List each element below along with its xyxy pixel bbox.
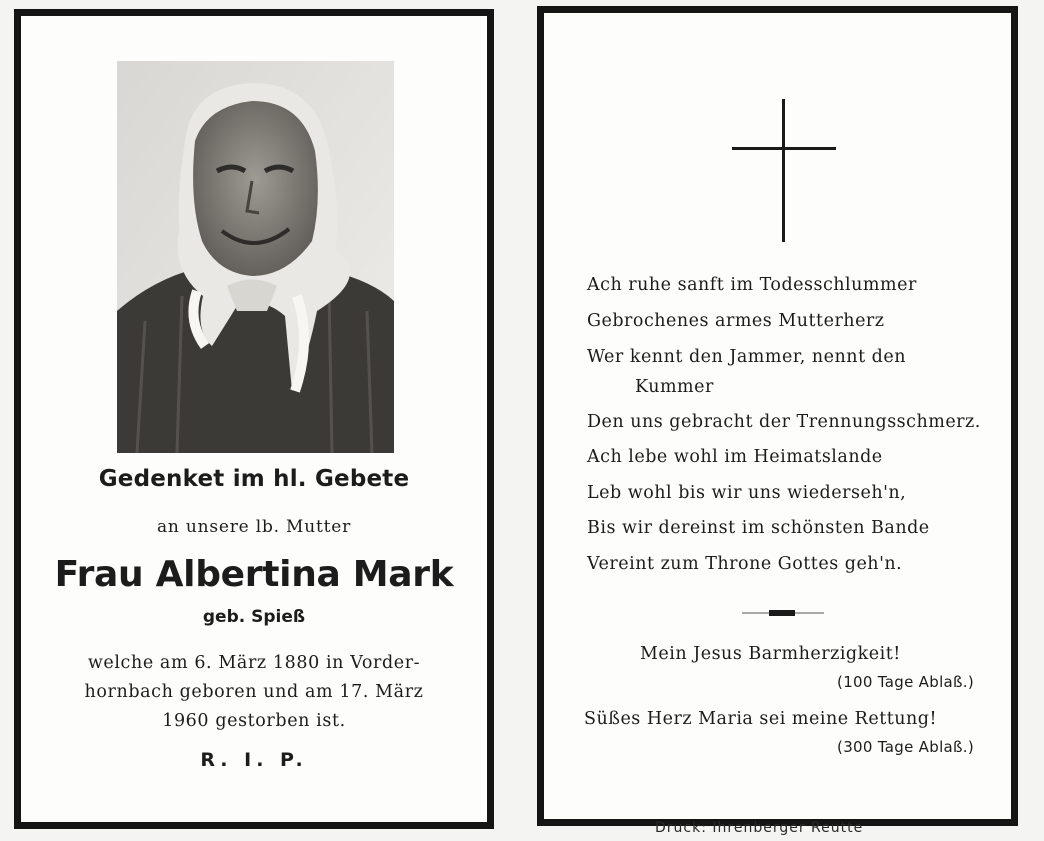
portrait-image xyxy=(117,61,394,453)
poem-line: Den uns gebracht der Trennungsschmerz. xyxy=(587,412,981,432)
rip-text: R. I. P. xyxy=(200,749,308,771)
poem-line: Wer kennt den Jammer, nennt den xyxy=(587,347,906,367)
deceased-name: Frau Albertina Mark xyxy=(54,554,454,595)
printer-imprint: Druck: Ihrenberger Reutte xyxy=(655,820,864,836)
subheading: an unsere lb. Mutter xyxy=(156,517,352,537)
prayer-text: Süßes Herz Maria sei meine Rettung! xyxy=(584,709,938,729)
bio-line: welche am 6. März 1880 in Vorder- xyxy=(87,653,421,673)
indulgence-note: (100 Tage Ablaß.) xyxy=(837,673,974,691)
indulgence-note: (300 Tage Ablaß.) xyxy=(837,738,974,756)
poem-line: Ach ruhe sanft im Todesschlummer xyxy=(587,275,917,295)
poem-line: Gebrochenes armes Mutterherz xyxy=(587,311,885,331)
poem-line: Vereint zum Throne Gottes geh'n. xyxy=(587,554,903,574)
poem-line: Bis wir dereinst im schönsten Bande xyxy=(587,518,930,538)
memorial-card-back xyxy=(537,6,1018,826)
poem-line: Kummer xyxy=(635,377,714,397)
heading: Gedenket im hl. Gebete xyxy=(98,466,410,492)
divider-ornament xyxy=(742,609,824,617)
bio-line: hornbach geboren und am 17. März xyxy=(84,682,424,702)
bio-line: 1960 gestorben ist. xyxy=(162,711,346,731)
prayer-text: Mein Jesus Barmherzigkeit! xyxy=(640,644,901,664)
memorial-card-front xyxy=(14,9,494,829)
maiden-name: geb. Spieß xyxy=(202,607,306,627)
biography xyxy=(21,649,487,736)
portrait-photo xyxy=(117,61,394,453)
poem-line: Leb wohl bis wir uns wiederseh'n, xyxy=(587,483,907,503)
poem-line: Ach lebe wohl im Heimatslande xyxy=(587,447,883,467)
cross-icon xyxy=(732,99,836,242)
